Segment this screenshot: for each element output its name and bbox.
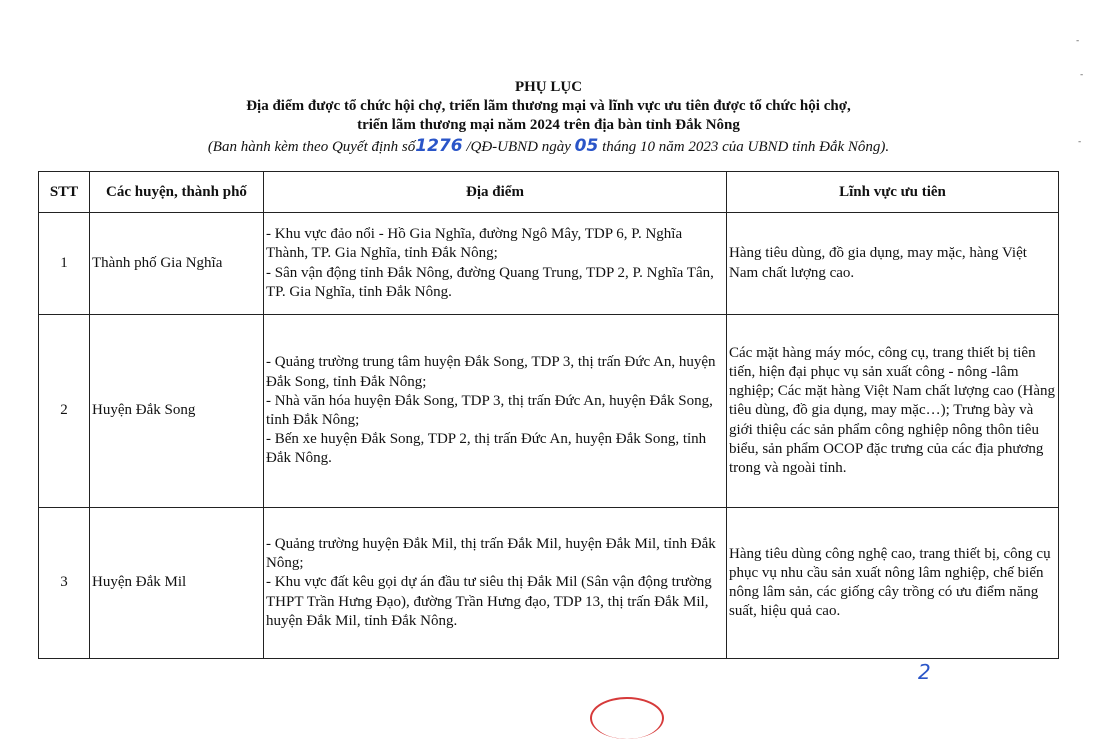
decision-note [0, 136, 1097, 157]
row-stt: 2 [39, 315, 90, 508]
note-prefix: (Ban hành kèm theo Quyết định số [207, 139, 416, 155]
note-middle: /QĐ-UBND ngày [466, 139, 571, 155]
row-locations [264, 213, 727, 315]
red-stamp-edge [590, 697, 664, 739]
row-priority-field: Các mặt hàng máy móc, công cụ, trang thiết bị tiên tiến, hiện đại phục vụ sản xuất công - nông -lâm nghiệp; Các mặt hàng Việt Nam chất lượng cao (Hàng tiêu dùng, đồ gia dụng, may mặc…); Trưng bày và giới thiệu các sản phẩm công nghiệp nông thôn tiêu biểu, sản phẩm OCOP đặc trưng của các địa phương trong và ngoài tỉnh. [727, 315, 1059, 508]
note-suffix: tháng 10 năm 2023 của UBND tỉnh Đắk Nông). [602, 139, 890, 155]
table-header-row [39, 172, 1059, 213]
col-header-location: Địa điểm [264, 172, 727, 213]
location-item: - Nhà văn hóa huyện Đắk Song, TDP 3, thị trấn Đức An, huyện Đắk Song, tỉnh Đắk Nông; [266, 392, 713, 428]
scan-speck: - [1076, 36, 1080, 46]
row-district: Huyện Đắk Mil [90, 508, 264, 659]
decision-number: 1276 [415, 136, 463, 156]
location-item: - Bến xe huyện Đắk Song, TDP 2, thị trấn Đức An, huyện Đắk Song, tỉnh Đắk Nông. [266, 431, 707, 467]
subtitle-line-2: triển lãm thương mại năm 2024 trên địa bàn tỉnh Đắk Nông [357, 117, 740, 133]
row-stt: 1 [39, 213, 90, 315]
col-header-priority-field: Lĩnh vực ưu tiên [727, 172, 1059, 213]
scan-speck: - [1080, 70, 1084, 80]
row-priority-field: Hàng tiêu dùng công nghệ cao, trang thiết bị, công cụ phục vụ nhu cầu sản xuất nông lâm nghiệp, chế biến nông lâm sản, các giống cây trồng có ưu điểm năng suất, hiệu quả cao. [727, 508, 1059, 659]
row-priority-field: Hàng tiêu dùng, đồ gia dụng, may mặc, hàng Việt Nam chất lượng cao. [727, 213, 1059, 315]
subtitle-line-1: Địa điểm được tổ chức hội chợ, triển lãm thương mại và lĩnh vực ưu tiên được tổ chức hội chợ, [246, 98, 851, 114]
handwritten-page-mark: 2 [918, 660, 931, 684]
table-row [39, 315, 1059, 508]
locations-table [38, 171, 1059, 659]
decision-day: 05 [574, 136, 599, 156]
document-header [0, 78, 1097, 157]
table-row [39, 508, 1059, 659]
row-stt: 3 [39, 508, 90, 659]
location-item: - Khu vực đất kêu gọi dự án đầu tư siêu thị Đắk Mil (Sân vận động trường THPT Trần Hưng Đạo), đường Trần Hưng đạo, TDP 13, thị trấn Đắk Mil, huyện Đắk Mil, tỉnh Đắk Nông. [266, 574, 712, 629]
row-district: Huyện Đắk Song [90, 315, 264, 508]
location-item: - Quảng trường huyện Đắk Mil, thị trấn Đắk Mil, huyện Đắk Mil, tỉnh Đắk Nông; [266, 535, 716, 572]
col-header-stt: STT [39, 172, 90, 213]
scan-speck: - [1078, 137, 1082, 147]
row-locations [264, 508, 727, 659]
table-row [39, 213, 1059, 315]
location-item: - Khu vực đảo nổi - Hồ Gia Nghĩa, đường Ngô Mây, TDP 6, P. Nghĩa Thành, TP. Gia Nghĩa, tỉnh Đắk Nông; [266, 226, 683, 262]
appendix-title: PHỤ LỤC [514, 79, 583, 95]
location-item: - Sân vận động tỉnh Đắk Nông, đường Quang Trung, TDP 2, P. Nghĩa Tân, TP. Gia Nghĩa, tỉnh Đắk Nông. [266, 264, 714, 300]
col-header-district: Các huyện, thành phố [90, 172, 264, 213]
row-district: Thành phố Gia Nghĩa [90, 213, 264, 315]
location-item: - Quảng trường trung tâm huyện Đắk Song, TDP 3, thị trấn Đức An, huyện Đắk Song, tỉnh Đắk Nông; [266, 354, 716, 390]
row-locations [264, 315, 727, 508]
